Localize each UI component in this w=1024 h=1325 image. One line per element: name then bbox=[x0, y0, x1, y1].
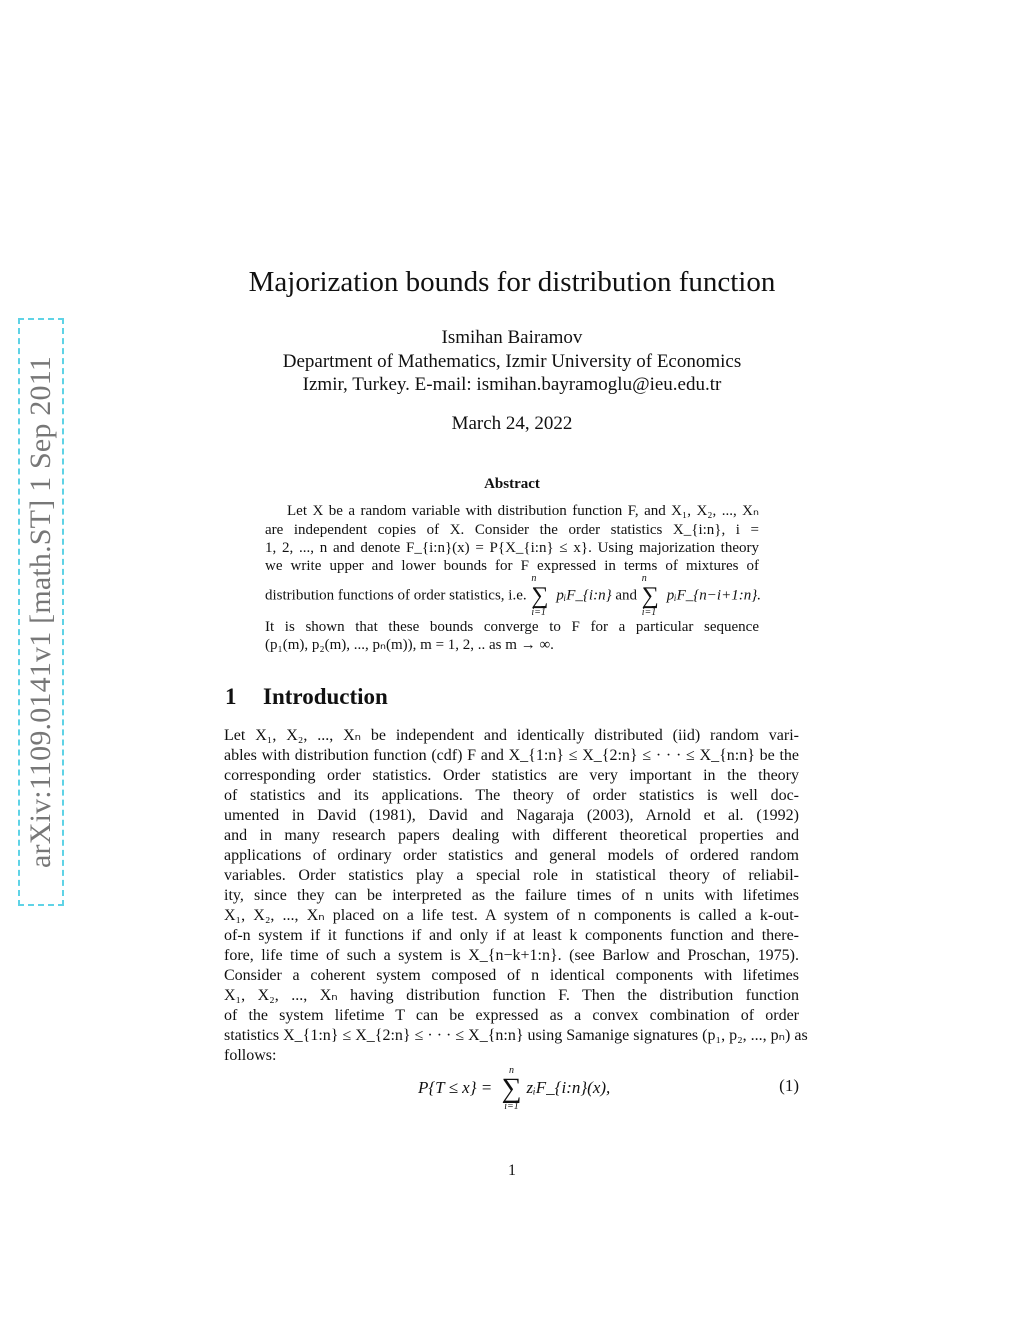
abstract-line: It is shown that these bounds converge to F for a particular sequence bbox=[265, 619, 759, 635]
abstract-sum-line bbox=[265, 574, 759, 618]
abstract-sum-term-1: pᵢF_{i:n} bbox=[556, 587, 612, 604]
sigma-glyph: ∑ bbox=[641, 583, 659, 609]
equation-body bbox=[418, 1066, 610, 1112]
arxiv-stamp-text: arXiv:1109.0141v1 [math.ST] 1 Sep 2011 bbox=[24, 356, 57, 868]
body-line: of the system lifetime T can be expressed as a convex combination of order bbox=[224, 1007, 799, 1024]
body-line: of-n system if it functions if and only if at least k components function and there- bbox=[224, 927, 799, 944]
body-line: X₁, X₂, ..., Xₙ having distribution function F. Then the distribution function bbox=[224, 987, 799, 1004]
equation-1 bbox=[224, 1066, 799, 1116]
abstract-heading: Abstract bbox=[484, 476, 540, 492]
sum-lower-limit: i=1 bbox=[531, 607, 546, 618]
author-name: Ismihan Bairamov bbox=[441, 327, 583, 348]
sum-upper-limit: n bbox=[508, 1065, 514, 1076]
sum-upper-limit: n bbox=[531, 573, 537, 584]
sum-upper-limit: n bbox=[641, 573, 647, 584]
abstract-sum-conjunction: and bbox=[615, 587, 638, 604]
paper-title: Majorization bounds for distribution function bbox=[248, 266, 776, 298]
arxiv-stamp bbox=[18, 318, 64, 906]
body-line: applications of ordinary order statistics and general models of ordered random bbox=[224, 847, 799, 864]
sum-lower-limit: i=1 bbox=[641, 607, 657, 618]
author-contact: Izmir, Turkey. E-mail: ismihan.bayramoglu@ieu.edu.tr bbox=[302, 374, 722, 395]
summation-symbol bbox=[531, 574, 555, 618]
body-line: and in many research papers dealing with different theoretical properties and bbox=[224, 827, 799, 844]
body-line: corresponding order statistics. Order statistics are very important in the theory bbox=[224, 767, 799, 784]
body-line: fore, life time of such a system is X_{n−k+1:n}. (see Barlow and Proschan, 1975). bbox=[224, 947, 799, 964]
body-line: ity, since they can be interpreted as the failure times of n units with lifetimes bbox=[224, 887, 799, 904]
abstract-sum-prefix: distribution functions of order statistics, i.e. bbox=[265, 587, 527, 604]
body-line: X₁, X₂, ..., Xₙ placed on a life test. A system of n components is called a k-out- bbox=[224, 907, 799, 924]
body-line: Consider a coherent system composed of n identical components with lifetimes bbox=[224, 967, 799, 984]
sum-lower-limit: i=1 bbox=[504, 1101, 519, 1112]
body-line: ables with distribution function (cdf) F and X_{1:n} ≤ X_{2:n} ≤ · · · ≤ X_{n:n} be the bbox=[224, 747, 799, 764]
body-line: Let X₁, X₂, ..., Xₙ be independent and identically distributed (iid) random vari- bbox=[224, 727, 799, 744]
abstract-line: we write upper and lower bounds for F expressed in terms of mixtures of bbox=[265, 558, 759, 574]
body-line: variables. Order statistics play a special role in statistical theory of reliabil- bbox=[224, 867, 799, 884]
body-line: of statistics and its applications. The theory of order statistics is well doc- bbox=[224, 787, 799, 804]
summation-symbol bbox=[642, 574, 666, 618]
equation-number: (1) bbox=[779, 1076, 799, 1095]
abstract-line: (p₁(m), p₂(m), ..., pₙ(m)), m = 1, 2, .. as m → ∞. bbox=[265, 637, 554, 653]
body-line: statistics X_{1:n} ≤ X_{2:n} ≤ · · · ≤ X_{n:n} using Samanige signatures (p₁, p₂, ..., pₙ) as bbox=[224, 1027, 808, 1044]
abstract-sum-term-2: pᵢF_{n−i+1:n}. bbox=[666, 587, 761, 604]
abstract-line: are independent copies of X. Consider the order statistics X_{i:n}, i = bbox=[265, 522, 759, 538]
body-line: follows: bbox=[224, 1047, 277, 1064]
page-number: 1 bbox=[508, 1162, 516, 1179]
equation-rhs: zᵢF_{i:n}(x), bbox=[526, 1077, 611, 1097]
section-heading bbox=[225, 684, 388, 710]
abstract-line: Let X be a random variable with distribution function F, and X₁, X₂, ..., Xₙ bbox=[287, 503, 759, 519]
section-number: 1 bbox=[225, 684, 237, 709]
summation-symbol bbox=[497, 1066, 525, 1112]
paper-date: March 24, 2022 bbox=[451, 413, 573, 434]
equation-lhs: P{T ≤ x} = bbox=[418, 1077, 493, 1097]
author-affiliation: Department of Mathematics, Izmir University of Economics bbox=[282, 351, 742, 372]
section-title: Introduction bbox=[263, 684, 388, 709]
sigma-glyph: ∑ bbox=[501, 1073, 522, 1104]
abstract-line: 1, 2, ..., n and denote F_{i:n}(x) = P{X_{i:n} ≤ x}. Using majorization theory bbox=[265, 540, 759, 556]
body-line: umented in David (1981), David and Nagaraja (2003), Arnold et al. (1992) bbox=[224, 807, 799, 824]
sigma-glyph: ∑ bbox=[531, 583, 549, 609]
